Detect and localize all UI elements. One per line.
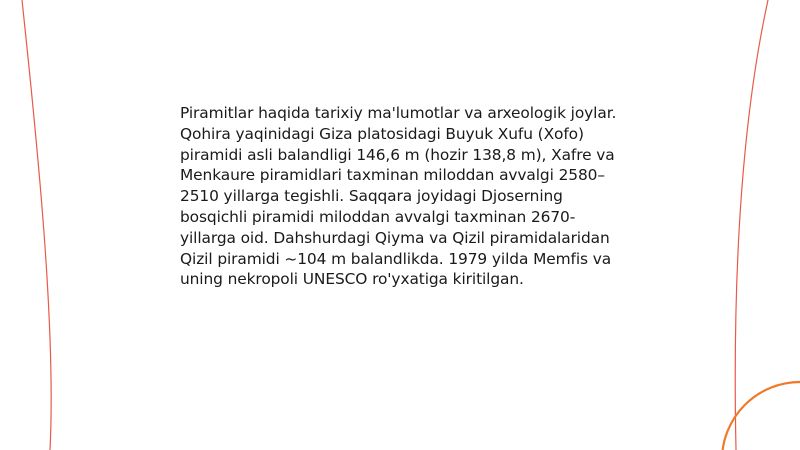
body-text: Piramitlar haqida tarixiy ma'lumotlar va arxeologik joylar. Qohira yaqinidagi Giza platosidagi Buyuk Xufu (Xofo) piramidi asli balandligi 146,6 m (hozir 138,8 m), Xafre va Menkaure piramidlari taxminan miloddan avvalgi 2580–2510 yillarga tegishli. Saqqara joyidagi Djoserning bosqichli piramidi miloddan avvalgi taxminan 2670-yillarga oid. Dahshurdagi Qiyma va Qizil piramidalaridan Qizil piramidi ~104 m balandlikda. 1979 yilda Memfis va uning nekropoli UNESCO ro'yxatiga kiritilgan. bbox=[180, 104, 617, 289]
left-curve-line bbox=[22, 0, 51, 450]
right-curve-line bbox=[735, 0, 768, 450]
orange-circle bbox=[722, 382, 800, 450]
